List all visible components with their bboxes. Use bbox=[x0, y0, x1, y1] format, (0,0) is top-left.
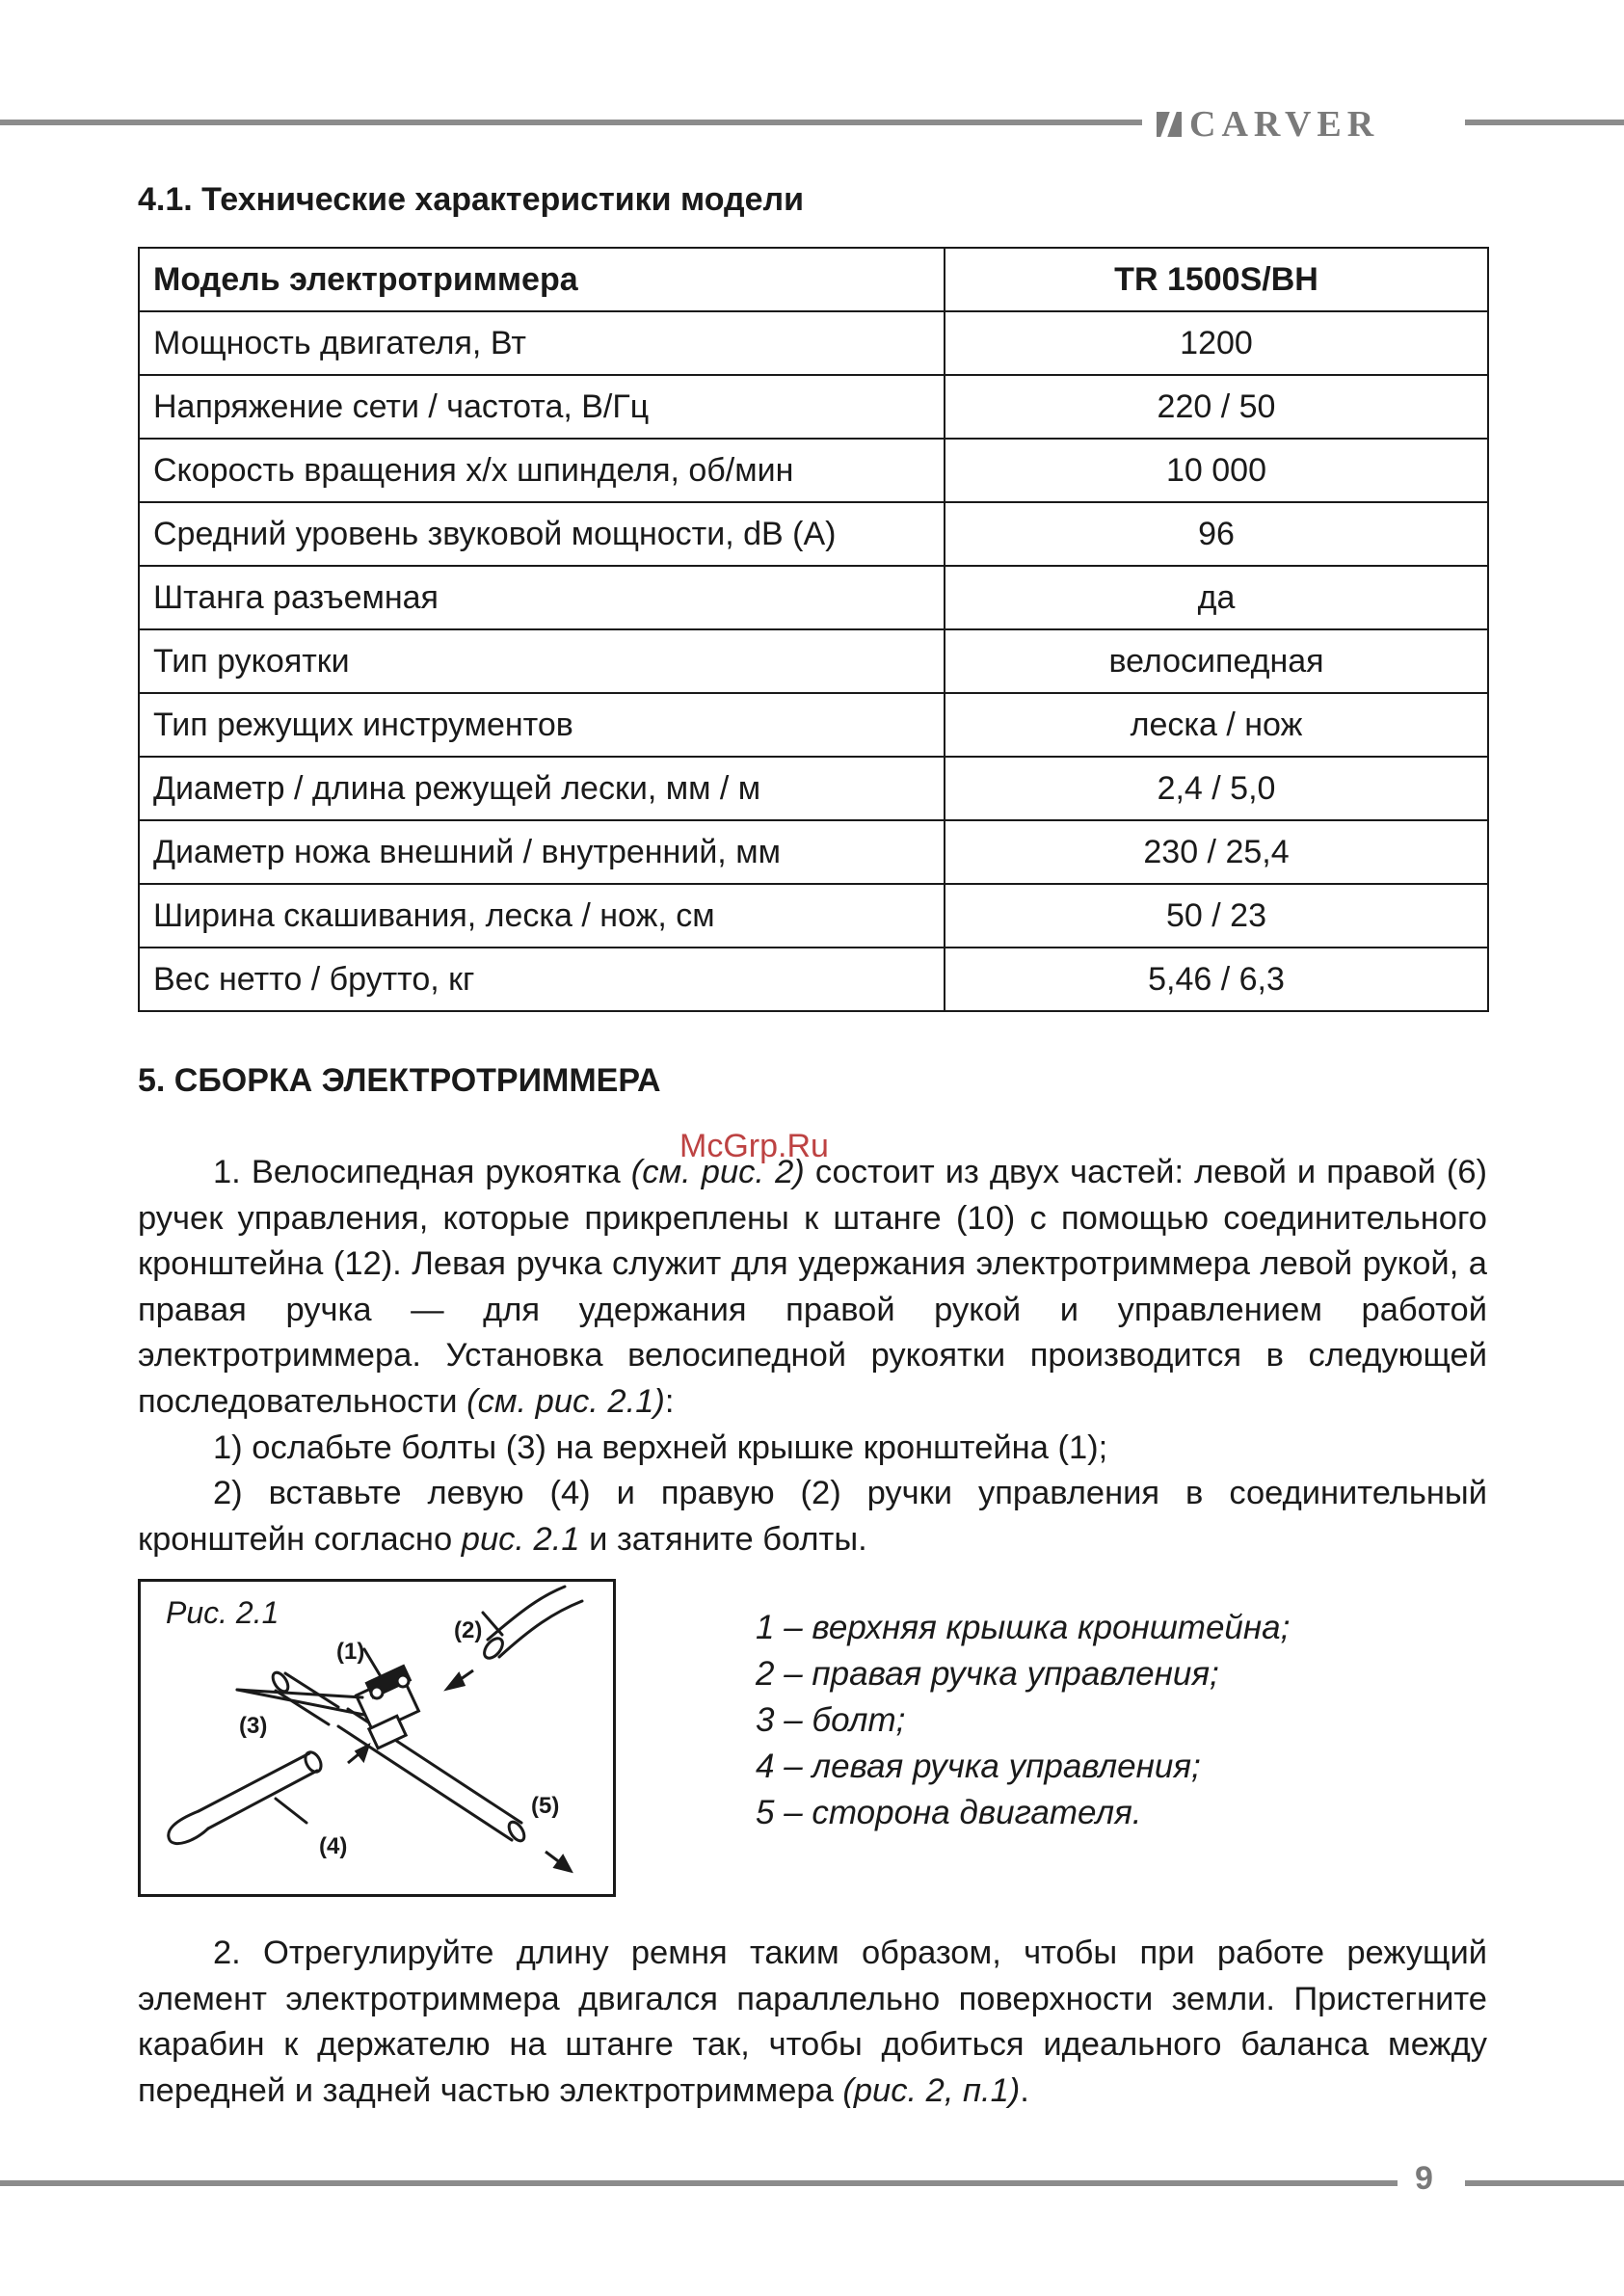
param-cell: Модель электротриммера bbox=[139, 248, 945, 311]
param-cell: Мощность двигателя, Вт bbox=[139, 311, 945, 375]
assembly-step-1: 1) ослабьте болты (3) на верхней крышке кронштейна (1); bbox=[213, 1429, 1108, 1466]
value-cell: велосипедная bbox=[945, 629, 1488, 693]
assembly-paragraph-1: 1. Велосипедная рукоятка (см. рис. 2) состоит из двух частей: левой и правой (6) ручек управления, которые прикреплены к штанге (10) с помощью соединительного кронштейна (12). Левая ручка служит для удержания электротриммера левой рукой, а правая ручка — для удержания правой рукой и управлением работой электротриммера. Установка велосипедной рукоятки производится в следующей последовательности (см. рис. 2.1): bbox=[138, 1154, 1487, 1420]
table-row bbox=[139, 629, 1488, 693]
table-row bbox=[139, 311, 1488, 375]
figure-label-1: (1) bbox=[336, 1639, 365, 1665]
value-cell: 10 000 bbox=[945, 439, 1488, 502]
brand-logo bbox=[1157, 106, 1379, 143]
param-cell: Скорость вращения х/х шпинделя, об/мин bbox=[139, 439, 945, 502]
legend-item: 2 – правая ручка управления; bbox=[756, 1655, 1219, 1693]
table-row bbox=[139, 502, 1488, 566]
param-cell: Вес нетто / брутто, кг bbox=[139, 948, 945, 1011]
table-row bbox=[139, 439, 1488, 502]
value-cell: 50 / 23 bbox=[945, 884, 1488, 948]
carver-logo-icon bbox=[1157, 112, 1182, 137]
figure-label-3: (3) bbox=[239, 1713, 268, 1739]
legend-item: 1 – верхняя крышка кронштейна; bbox=[756, 1609, 1291, 1646]
figure-label-2: (2) bbox=[454, 1617, 483, 1643]
assembly-paragraph-2: 2. Отрегулируйте длину ремня таким образом, чтобы при работе режущий элемент электротриммера двигался параллельно поверхности земли. Пристегните карабин к держателю на штанге так, чтобы добиться идеального баланса между передней и задней частью электротриммера (рис. 2, п.1). bbox=[138, 1935, 1487, 2109]
page-number: 9 bbox=[1415, 2160, 1433, 2197]
specs-title: 4.1. Технические характеристики модели bbox=[138, 181, 805, 218]
footer-rule-left bbox=[0, 2180, 1398, 2186]
header-rule-right bbox=[1465, 120, 1624, 125]
param-cell: Тип рукоятки bbox=[139, 629, 945, 693]
figure-caption: Рис. 2.1 bbox=[166, 1595, 280, 1630]
param-cell: Диаметр / длина режущей лески, мм / м bbox=[139, 757, 945, 820]
watermark: McGrp.Ru bbox=[679, 1128, 829, 1164]
table-row bbox=[139, 375, 1488, 439]
value-cell: 5,46 / 6,3 bbox=[945, 948, 1488, 1011]
figure-label-5: (5) bbox=[531, 1793, 560, 1819]
value-cell: 96 bbox=[945, 502, 1488, 566]
figure-handle-assembly bbox=[138, 1579, 616, 1897]
figure-label-4: (4) bbox=[319, 1833, 348, 1859]
table-header-row bbox=[139, 248, 1488, 311]
param-cell: Тип режущих инструментов bbox=[139, 693, 945, 757]
assembly-title: 5. СБОРКА ЭЛЕКТРОТРИММЕРА bbox=[138, 1062, 661, 1099]
specs-table bbox=[138, 247, 1489, 1012]
table-row bbox=[139, 884, 1488, 948]
param-cell: Напряжение сети / частота, В/Гц bbox=[139, 375, 945, 439]
param-cell: Средний уровень звуковой мощности, dB (A) bbox=[139, 502, 945, 566]
param-cell: Штанга разъемная bbox=[139, 566, 945, 629]
legend-item: 5 – сторона двигателя. bbox=[756, 1794, 1142, 1831]
value-cell: 230 / 25,4 bbox=[945, 820, 1488, 884]
legend-item: 3 – болт; bbox=[756, 1701, 906, 1739]
value-cell: да bbox=[945, 566, 1488, 629]
value-cell: леска / нож bbox=[945, 693, 1488, 757]
footer-rule-right bbox=[1465, 2180, 1624, 2186]
table-row bbox=[139, 757, 1488, 820]
figure-legend bbox=[756, 1605, 1290, 1836]
header-rule-left bbox=[0, 120, 1142, 125]
table-row bbox=[139, 693, 1488, 757]
param-cell: Диаметр ножа внешний / внутренний, мм bbox=[139, 820, 945, 884]
brand-name: CARVER bbox=[1189, 104, 1380, 145]
value-cell: TR 1500S/BH bbox=[945, 248, 1488, 311]
value-cell: 220 / 50 bbox=[945, 375, 1488, 439]
value-cell: 1200 bbox=[945, 311, 1488, 375]
table-row bbox=[139, 948, 1488, 1011]
table-row bbox=[139, 820, 1488, 884]
table-row bbox=[139, 566, 1488, 629]
assembly-step-2: 2) вставьте левую (4) и правую (2) ручки управления в соединительный кронштейн согласно рис. 2.1 и затяните болты. bbox=[138, 1475, 1487, 1558]
legend-item: 4 – левая ручка управления; bbox=[756, 1748, 1201, 1785]
param-cell: Ширина скашивания, леска / нож, см bbox=[139, 884, 945, 948]
handle-assembly-drawing bbox=[141, 1582, 613, 1894]
value-cell: 2,4 / 5,0 bbox=[945, 757, 1488, 820]
